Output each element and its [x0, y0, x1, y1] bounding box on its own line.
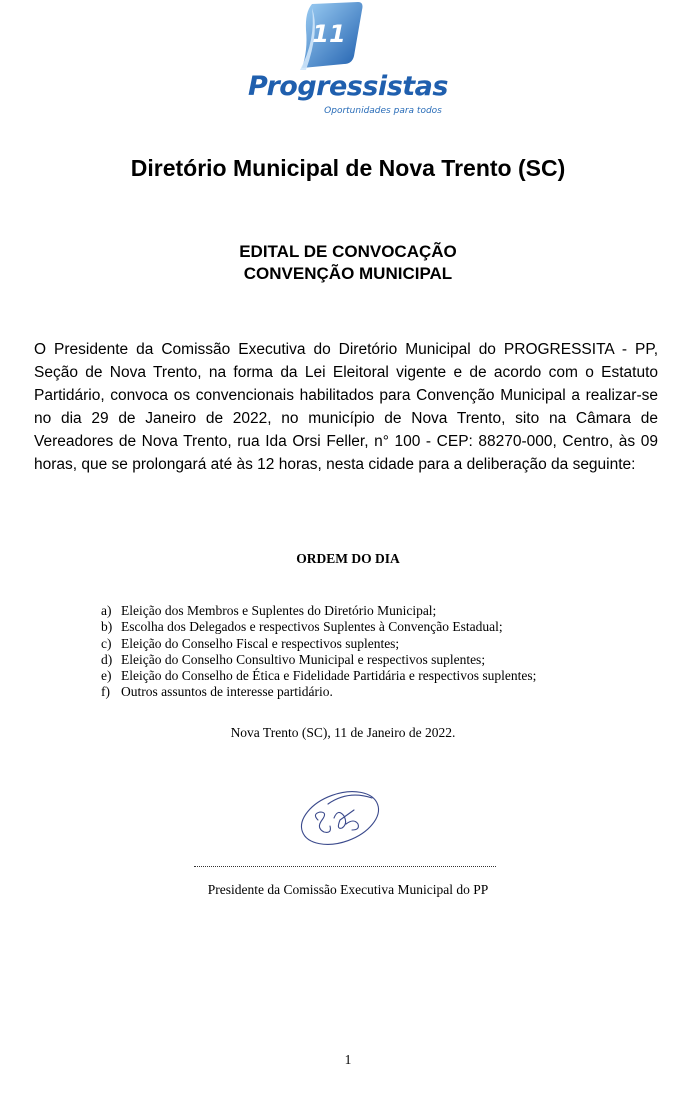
agenda-item-letter: a): [101, 603, 112, 618]
logo-name: Progressistas: [248, 71, 448, 102]
logo-number: 11: [312, 20, 346, 48]
agenda-item: [101, 668, 536, 684]
agenda-item-text: Eleição dos Membros e Suplentes do Diretório Municipal;: [121, 603, 437, 618]
logo-tagline: Oportunidades para todos: [324, 106, 442, 116]
edital-heading: [0, 241, 696, 285]
signature-icon: [288, 784, 388, 854]
document-title: Diretório Municipal de Nova Trento (SC): [130, 155, 566, 181]
agenda-item: [101, 652, 536, 668]
agenda-item-letter: e): [101, 668, 112, 684]
signature-caption: Presidente da Comissão Executiva Municipal do PP: [207, 882, 489, 897]
agenda-item-letter: d): [101, 651, 113, 667]
agenda-item-text: Eleição do Conselho de Ética e Fidelidade Partidária e respectivos suplentes;: [121, 668, 537, 684]
agenda-item-text: Eleição do Conselho Consultivo Municipal e respectivos suplentes;: [121, 651, 486, 667]
logo-emblem-icon: [0, 0, 696, 72]
agenda-item-text: Escolha dos Delegados e respectivos Suplentes à Convenção Estadual;: [121, 619, 503, 635]
party-logo: [0, 0, 696, 125]
place-date-line: Nova Trento (SC), 11 de Janeiro de 2022.: [230, 725, 456, 740]
edital-heading-line-1: EDITAL DE CONVOCAÇÃO: [239, 242, 457, 261]
page-number: 1: [344, 1052, 352, 1067]
agenda-item-letter: f): [101, 684, 110, 700]
signature-line: [194, 866, 496, 867]
edital-heading-line-2: CONVENÇÃO MUNICIPAL: [243, 264, 453, 283]
agenda-item: [101, 636, 536, 652]
agenda-item-text: Outros assuntos de interesse partidário.: [121, 684, 333, 700]
convocation-body: O Presidente da Comissão Executiva do Diretório Municipal do PROGRESSITA - PP, Seção de Nova Trento, na forma da Lei Eleitoral vigente e de acordo com o Estatuto Partidário, convoca os convencionais habilitados para Convenção Municipal a realizar-se no dia 29 de Janeiro de 2022, no município de Nova Trento, sito na Câmara de Vereadores de Nova Trento, rua Ida Orsi Feller, n° 100 - CEP: 88270-000, Centro, às 09 horas, que se prolongará até às 12 horas, nesta cidade para a deliberação da seguinte:: [34, 341, 658, 473]
agenda-item: [101, 619, 536, 635]
agenda-item-letter: b): [101, 619, 113, 635]
agenda-item-text: Eleição do Conselho Fiscal e respectivos suplentes;: [121, 635, 400, 651]
ordem-do-dia-title: ORDEM DO DIA: [296, 551, 400, 566]
agenda-item-letter: c): [101, 635, 112, 651]
agenda-list: [101, 603, 536, 701]
agenda-item: [101, 603, 536, 619]
agenda-item: [101, 684, 536, 700]
